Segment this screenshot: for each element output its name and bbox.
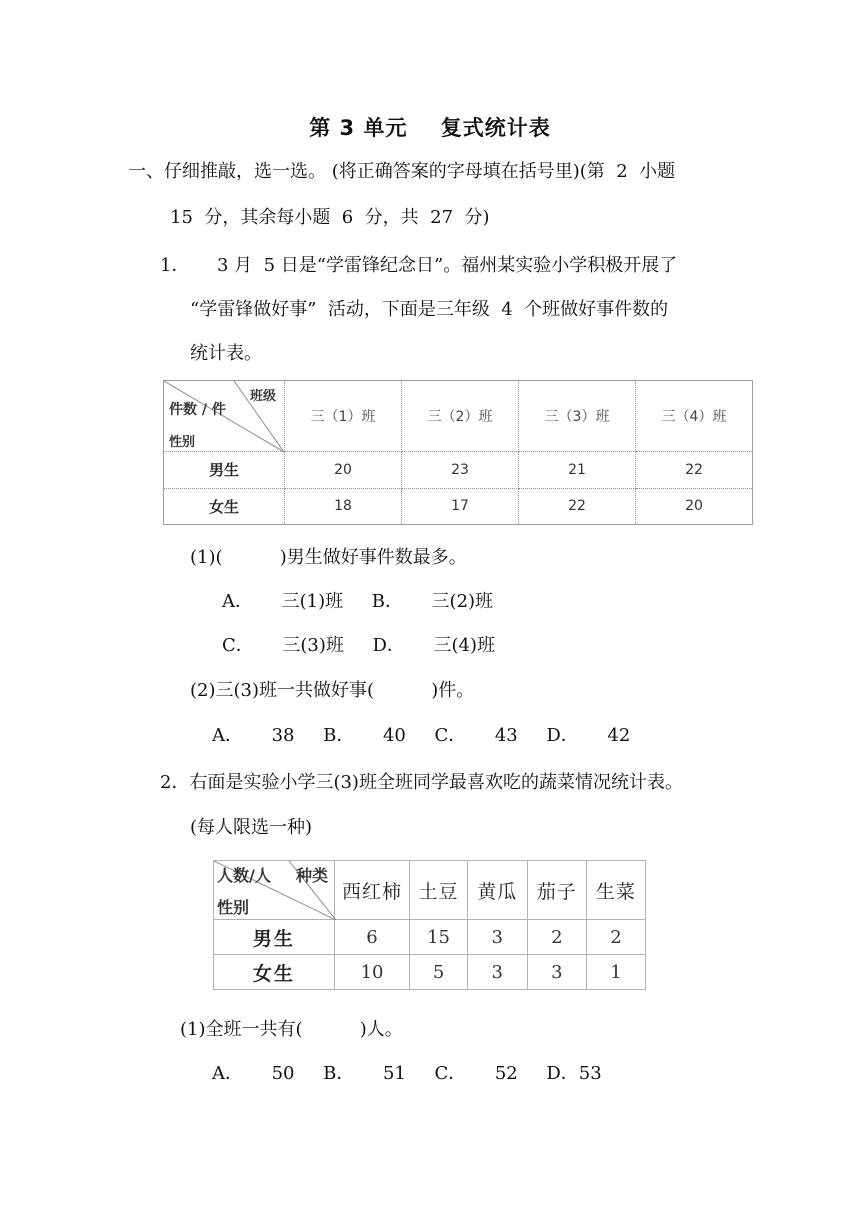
column-header: 三（3）班 xyxy=(519,381,636,452)
table-corner-cell xyxy=(164,381,285,452)
q1-text-line2: “学雷锋做好事” 活动，下面是三年级 4 个班做好事件数的 xyxy=(190,299,669,320)
q2-text-line2: (每人限选一种) xyxy=(190,817,313,838)
table-cell: 23 xyxy=(402,452,519,489)
section-heading-line2: 15 分，其余每小题 6 分，共 27 分) xyxy=(170,207,490,228)
row-header-boys: 男生 xyxy=(214,920,335,955)
q1-sub2-options: A． 38 B． 40 C． 43 D． 42 xyxy=(212,725,631,746)
page-title: 第 3 单元 复式统计表 xyxy=(309,116,551,140)
q1-sub1-options-ab: A． 三(1)班 B． 三(2)班 xyxy=(222,591,494,612)
column-header: 三（2）班 xyxy=(402,381,519,452)
row-header-boys: 男生 xyxy=(164,452,285,489)
table-row xyxy=(164,488,753,525)
table-cell: 1 xyxy=(586,955,645,990)
q1-text-line1: 3 月 5 日是“学雷锋纪念日”。福州某实验小学积极开展了 xyxy=(217,255,678,276)
corner-label-gender: 性别 xyxy=(169,435,196,450)
table-cell: 3 xyxy=(467,920,527,955)
q2-text-line1: 2．右面是实验小学三(3)班全班同学最喜欢吃的蔬菜情况统计表。 xyxy=(160,772,683,793)
row-header-girls: 女生 xyxy=(214,955,335,990)
table-row xyxy=(214,920,646,955)
table-cell: 5 xyxy=(410,955,467,990)
q1-sub2-stem: (2)三(3)班一共做好事( )件。 xyxy=(190,680,475,701)
q1-sub1-options-cd: C． 三(3)班 D． 三(4)班 xyxy=(222,635,496,656)
table-cell: 20 xyxy=(636,488,753,525)
table-cell: 6 xyxy=(334,920,410,955)
vegetable-table xyxy=(213,860,646,990)
q1-sub1-stem: (1)( )男生做好事件数最多。 xyxy=(190,547,467,568)
corner-label-kind: 种类 xyxy=(296,866,329,885)
table-cell: 22 xyxy=(636,452,753,489)
table-cell: 15 xyxy=(410,920,467,955)
column-header: 三（1）班 xyxy=(285,381,402,452)
table-cell: 17 xyxy=(402,488,519,525)
table-cell: 21 xyxy=(519,452,636,489)
column-header: 西红柿 xyxy=(334,861,410,920)
q1-number: 1． xyxy=(160,255,190,276)
corner-label-gender: 性别 xyxy=(217,898,250,917)
row-header-girls: 女生 xyxy=(164,488,285,525)
column-header: 茄子 xyxy=(527,861,586,920)
good-deeds-table xyxy=(163,380,753,525)
corner-label-people: 人数/人 xyxy=(217,866,271,885)
table-row xyxy=(164,452,753,489)
q2-sub1-options: A． 50 B． 51 C． 52 D．53 xyxy=(212,1063,602,1084)
table-cell: 18 xyxy=(285,488,402,525)
corner-label-class: 班级 xyxy=(250,389,277,404)
q2-sub1-stem: (1)全班一共有( )人。 xyxy=(180,1019,403,1040)
column-header: 生菜 xyxy=(586,861,645,920)
table-cell: 3 xyxy=(527,955,586,990)
column-header: 三（4）班 xyxy=(636,381,753,452)
table-cell: 3 xyxy=(467,955,527,990)
q1-text-line3: 统计表。 xyxy=(190,343,262,364)
table-row xyxy=(214,955,646,990)
table-cell: 10 xyxy=(334,955,410,990)
table-cell: 22 xyxy=(519,488,636,525)
section-heading-line1: 一、仔细推敲，选一选。 (将正确答案的字母填在括号里)(第 2 小题 xyxy=(128,161,676,182)
table-corner-cell xyxy=(214,861,335,920)
table-cell: 20 xyxy=(285,452,402,489)
table-cell: 2 xyxy=(527,920,586,955)
table-cell: 2 xyxy=(586,920,645,955)
corner-label-count: 件数 / 件 xyxy=(169,402,226,418)
column-header: 黄瓜 xyxy=(467,861,527,920)
column-header: 土豆 xyxy=(410,861,467,920)
